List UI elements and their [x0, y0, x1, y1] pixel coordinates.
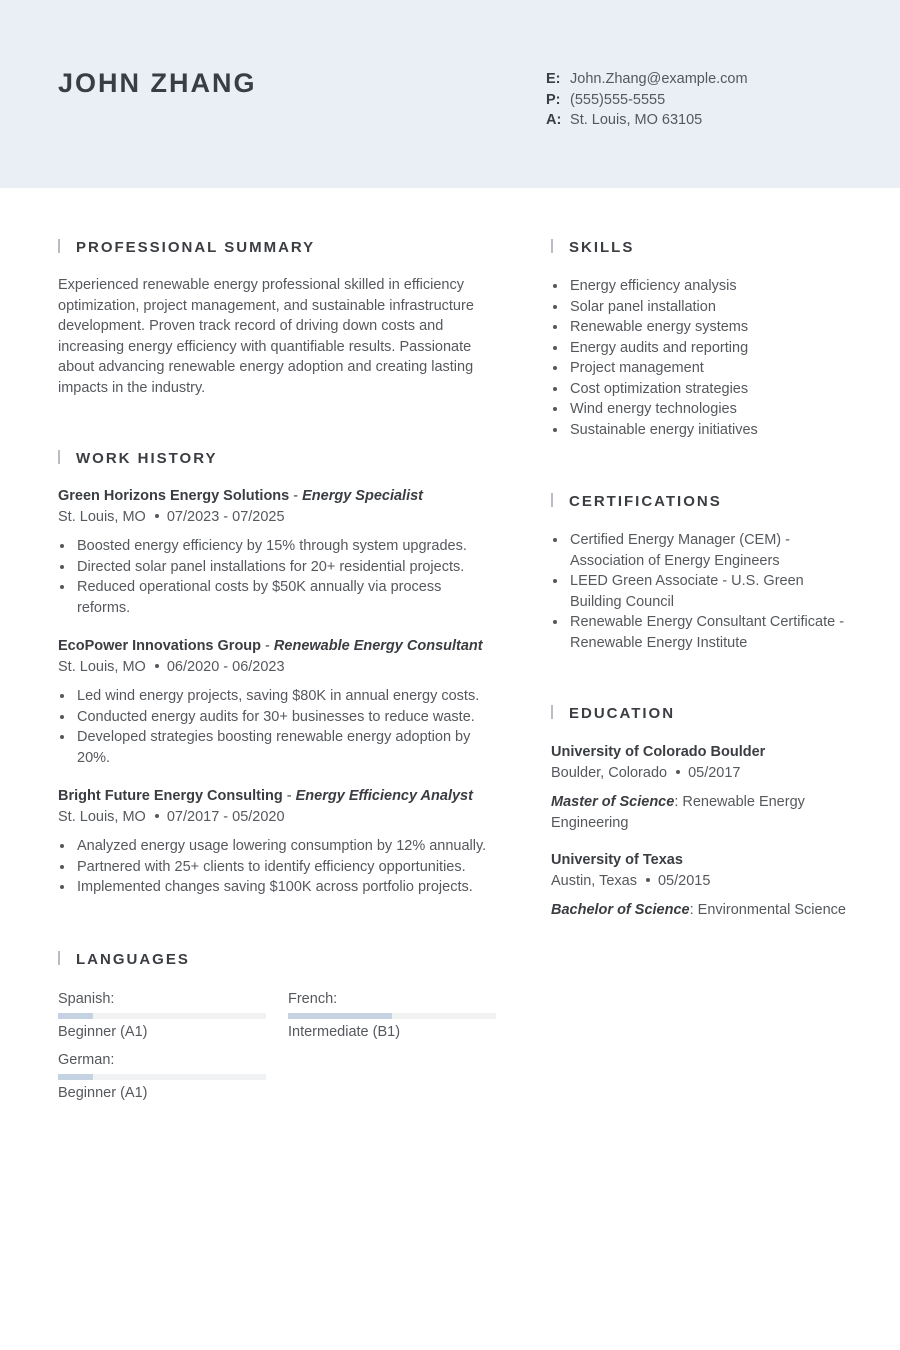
section-bar-divider: [58, 450, 60, 464]
languages-section: [58, 950, 498, 1103]
education-degree-line: [551, 792, 851, 833]
certifications-section: [551, 492, 851, 653]
language-item: [288, 989, 496, 1042]
job-role: Renewable Energy Consultant: [273, 638, 483, 654]
left-column: [58, 238, 498, 1103]
language-item: [58, 1050, 266, 1103]
skills-section: [551, 238, 851, 440]
section-heading: [551, 238, 851, 258]
job-role: Energy Efficiency Analyst: [295, 788, 473, 804]
job-dates: 06/2020 - 06/2023: [166, 658, 285, 675]
list-item: Partnered with 25+ clients to identify efficiency opportunities.: [58, 857, 498, 878]
skills-title: SKILLS: [569, 239, 635, 256]
contact-email-row: [546, 69, 748, 90]
education-degree: Bachelor of Science: [551, 902, 690, 918]
candidate-name: JOHN ZHANG: [58, 68, 257, 98]
list-item: Certified Energy Manager (CEM) - Association of Energy Engineers: [551, 530, 851, 571]
list-item: Sustainable energy initiatives: [551, 420, 851, 441]
language-level-bar: [288, 1013, 496, 1019]
professional-summary-section: [58, 238, 498, 398]
job-company: Bright Future Energy Consulting: [58, 788, 283, 804]
job-separator: -: [282, 788, 296, 804]
job-separator: -: [289, 488, 303, 504]
education-degree: Master of Science: [551, 794, 675, 810]
language-item: [58, 989, 266, 1042]
list-item: Reduced operational costs by $50K annually via process reforms.: [58, 577, 498, 618]
section-bar-divider: [58, 951, 60, 965]
contact-address-row: [546, 110, 748, 131]
job-location: St. Louis, MO: [58, 808, 146, 825]
job-bullets: [58, 686, 498, 768]
bullet-dot-icon: [155, 664, 159, 668]
job-entry: [58, 636, 498, 768]
job-title-line: [58, 786, 498, 807]
education-location: Austin, Texas: [551, 872, 637, 889]
list-item: Implemented changes saving $100K across portfolio projects.: [58, 877, 498, 898]
list-item: Wind energy technologies: [551, 399, 851, 420]
language-name: French:: [288, 990, 338, 1007]
list-item: Cost optimization strategies: [551, 379, 851, 400]
list-item: Led wind energy projects, saving $80K in annual energy costs.: [58, 686, 498, 707]
list-item: Conducted energy audits for 30+ businesses to reduce waste.: [58, 707, 498, 728]
job-entry: [58, 786, 498, 898]
job-dates: 07/2017 - 05/2020: [166, 808, 285, 825]
contact-phone-row: [546, 90, 748, 111]
job-meta: [58, 657, 498, 678]
list-item: Analyzed energy usage lowering consumption by 12% annually.: [58, 836, 498, 857]
job-location: St. Louis, MO: [58, 658, 146, 675]
address-label: A:: [546, 112, 562, 128]
right-column: [551, 238, 851, 921]
bullet-dot-icon: [676, 770, 680, 774]
bullet-dot-icon: [646, 878, 650, 882]
resume-header: [0, 0, 900, 188]
list-item: Renewable energy systems: [551, 317, 851, 338]
education-title: EDUCATION: [569, 705, 676, 722]
language-level: Beginner (A1): [58, 1023, 148, 1040]
phone-value: (555)555-5555: [570, 91, 666, 108]
section-bar-divider: [551, 239, 553, 253]
job-bullets: [58, 536, 498, 618]
languages-title: LANGUAGES: [76, 950, 190, 968]
job-title-line: [58, 636, 498, 657]
phone-label: P:: [546, 91, 561, 108]
section-bar-divider: [58, 239, 60, 253]
education-date: 05/2017: [688, 764, 741, 781]
education-meta: [551, 763, 851, 784]
section-heading: [58, 950, 498, 970]
list-item: Directed solar panel installations for 20+ residential projects.: [58, 557, 498, 578]
certifications-list: [551, 530, 851, 653]
education-school: University of Colorado Boulder: [551, 744, 766, 760]
list-item: Boosted energy efficiency by 15% through system upgrades.: [58, 536, 498, 557]
job-dates: 07/2023 - 07/2025: [166, 508, 285, 525]
language-level-fill: [58, 1074, 93, 1080]
list-item: Renewable Energy Consultant Certificate - Renewable Energy Institute: [551, 612, 851, 653]
language-name: German:: [58, 1051, 115, 1068]
skills-list: [551, 276, 851, 440]
job-entry: [58, 486, 498, 618]
section-bar-divider: [551, 493, 553, 507]
list-item: Solar panel installation: [551, 297, 851, 318]
section-bar-divider: [551, 705, 553, 719]
languages-grid: [58, 989, 498, 1103]
job-separator: -: [261, 638, 274, 654]
language-level: Intermediate (B1): [288, 1023, 401, 1040]
job-meta: [58, 507, 498, 528]
summary-title: PROFESSIONAL SUMMARY: [76, 239, 316, 256]
education-field: : Environmental Science: [689, 902, 846, 918]
language-name: Spanish:: [58, 990, 115, 1007]
education-degree-line: [551, 900, 851, 921]
job-company: EcoPower Innovations Group: [58, 638, 262, 654]
section-heading: [58, 449, 498, 469]
job-bullets: [58, 836, 498, 898]
address-value: St. Louis, MO 63105: [570, 112, 703, 128]
list-item: Energy audits and reporting: [551, 338, 851, 359]
email-value: John.Zhang@example.com: [570, 71, 748, 87]
education-date: 05/2015: [657, 872, 711, 889]
certifications-title: CERTIFICATIONS: [569, 493, 722, 510]
work-history-section: [58, 449, 498, 898]
language-level-fill: [58, 1013, 93, 1019]
education-entry: [551, 850, 851, 921]
work-title: WORK HISTORY: [76, 450, 218, 467]
education-location: Boulder, Colorado: [551, 764, 668, 781]
contact-info: [546, 69, 748, 131]
summary-text: Experienced renewable energy professional skilled in efficiency optimization, project management, and sustainable infrastructure development. Proven track record of driving down costs and increasing energy efficiency with quantifiable results. Passionate about advancing renewable energy adoption and creating lasting impacts in the industry.: [58, 277, 474, 396]
job-meta: [58, 807, 498, 828]
job-company: Green Horizons Energy Solutions: [58, 488, 290, 504]
language-level-bar: [58, 1074, 266, 1080]
education-section: [551, 704, 851, 921]
list-item: Developed strategies boosting renewable energy adoption by 20%.: [58, 727, 498, 768]
section-heading: [58, 238, 498, 258]
job-role: Energy Specialist: [302, 488, 424, 504]
language-level-fill: [288, 1013, 392, 1019]
education-entry: [551, 742, 851, 833]
language-level-bar: [58, 1013, 266, 1019]
list-item: Energy efficiency analysis: [551, 276, 851, 297]
education-school: University of Texas: [551, 852, 683, 868]
list-item: LEED Green Associate - U.S. Green Building Council: [551, 571, 851, 612]
bullet-dot-icon: [155, 514, 159, 518]
section-heading: [551, 492, 851, 512]
education-meta: [551, 871, 851, 892]
email-label: E:: [546, 71, 561, 87]
language-level: Beginner (A1): [58, 1084, 148, 1101]
bullet-dot-icon: [155, 814, 159, 818]
section-heading: [551, 704, 851, 724]
job-location: St. Louis, MO: [58, 508, 146, 525]
education-field: : Renewable Energy Engineering: [551, 794, 805, 831]
list-item: Project management: [551, 358, 851, 379]
job-title-line: [58, 486, 498, 507]
